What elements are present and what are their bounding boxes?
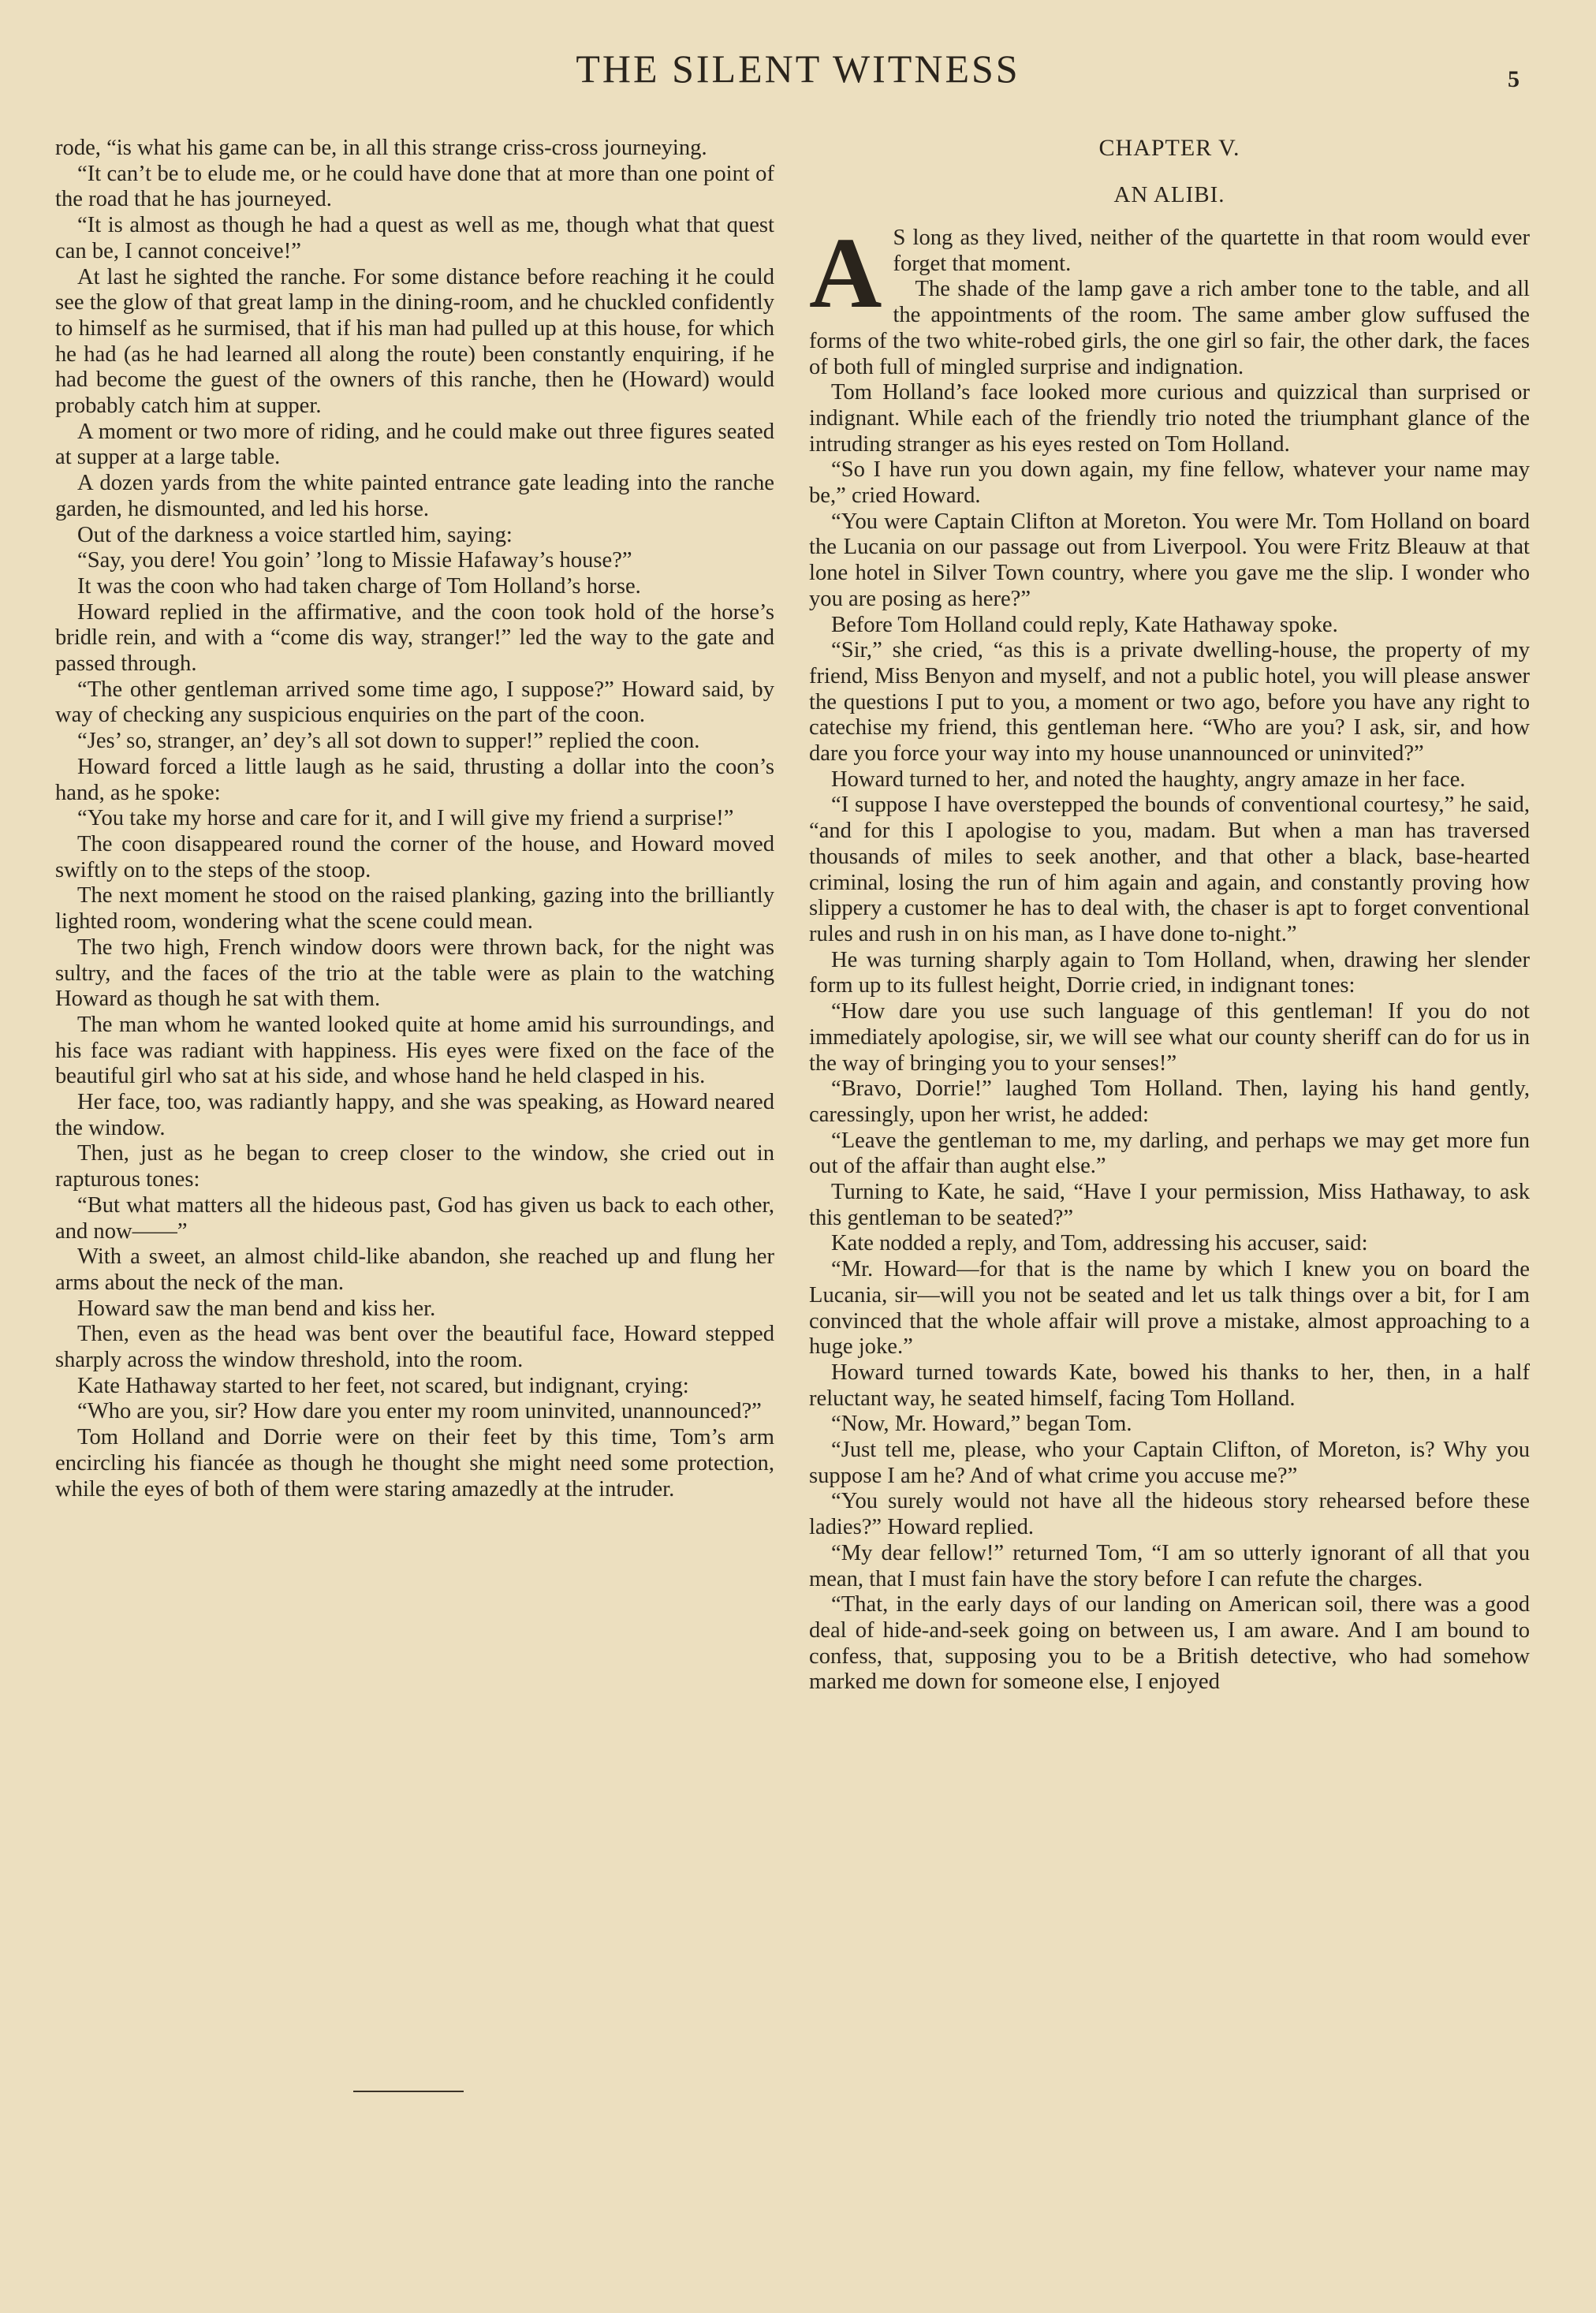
- opening-text: S long as they lived, neither of the quartette in that room would ever forget that moment.: [893, 226, 1530, 276]
- paragraph: Before Tom Holland could reply, Kate Hathaway spoke.: [831, 612, 1338, 637]
- right-paragraphs: [809, 277, 1530, 1696]
- paragraph: “I suppose I have overstepped the bounds of conventional courtesy,” he said, “and for this I apologise to you, madam. But when a man has traversed thousands of miles to seek another, and that other a black, base-hearted criminal, losing the run of him again and again, and constantly proving how slippery a customer he has to deal with, the chaser is apt to forget conventional rules and rush in on his man, as I have done to-night.”: [809, 793, 1530, 946]
- paragraph: Tom Holland and Dorrie were on their feet by this time, Tom’s arm encircling his fiancée as though he thought she might need some protection, while the eyes of both of them were staring amazedly at the intruder.: [55, 1425, 774, 1502]
- paragraph: “You take my horse and care for it, and I will give my friend a surprise!”: [77, 806, 734, 831]
- paragraph: Out of the darkness a voice startled him, saying:: [77, 522, 513, 547]
- paragraph: A dozen yards from the white painted entrance gate leading into the ranche garden, he dismounted, and led his horse.: [55, 471, 774, 521]
- drop-cap: A: [809, 217, 882, 329]
- paragraph: “Bravo, Dorrie!” laughed Tom Holland. Then, laying his hand gently, caressingly, upon her wrist, he added:: [809, 1076, 1530, 1127]
- paragraph: Turning to Kate, he said, “Have I your permission, Miss Hathaway, to ask this gentleman to be seated?”: [809, 1180, 1530, 1230]
- paragraph: The man whom he wanted looked quite at home amid his surroundings, and his face was radiant with happiness. His eyes were fixed on the face of the beautiful girl who sat at his side, and whose hand he held clasped in his.: [55, 1012, 774, 1089]
- paragraph: “Who are you, sir? How dare you enter my room uninvited, unannounced?”: [77, 1399, 762, 1424]
- paragraph: He was turning sharply again to Tom Holland, when, drawing her slender form up to its fullest height, Dorrie cried, in indignant tones:: [809, 947, 1530, 998]
- paragraph: Howard saw the man bend and kiss her.: [77, 1296, 436, 1321]
- paragraph: “Sir,” she cried, “as this is a private dwelling-house, the property of my friend, Miss Benyon and myself, and not a public hotel, you will please answer the questions I put to you, a moment or two ago, before you have any right to catechise my friend, this gentleman here. “Who are you? I ask, sir, and how dare you force your way into my house unannounced or uninvited?”: [809, 638, 1530, 767]
- chapter-heading: CHAPTER V.: [1098, 135, 1240, 161]
- paragraph: Kate Hathaway started to her feet, not scared, but indignant, crying:: [77, 1373, 689, 1398]
- paragraph: “Leave the gentleman to me, my darling, and perhaps we may get more fun out of the affair than aught else.”: [809, 1128, 1530, 1179]
- paragraph: Tom Holland’s face looked more curious and quizzical than surprised or indignant. While each of the friendly trio noted the triumphant glance of the intruding stranger as his eyes rested on Tom Holland.: [809, 380, 1530, 457]
- paragraph: “How dare you use such language of this gentleman! If you do not immediately apologise, sir, we will see what our county sheriff can do for us in the way of bringing you to your senses!”: [809, 999, 1530, 1076]
- paragraph: The two high, French window doors were thrown back, for the night was sultry, and the faces of the trio at the table were as plain to the watching Howard as though he sat with them.: [55, 935, 774, 1012]
- paragraph: Howard forced a little laugh as he said, thrusting a dollar into the coon’s hand, as he spoke:: [55, 754, 774, 805]
- paragraph: “Jes’ so, stranger, an’ dey’s all sot down to supper!” replied the coon.: [77, 729, 700, 754]
- paragraph: “My dear fellow!” returned Tom, “I am so utterly ignorant of all that you mean, that I must fain have the story before I can refute the charges.: [809, 1540, 1530, 1591]
- paragraph: rode, “is what his game can be, in all this strange criss-cross journeying.: [55, 136, 707, 160]
- right-column: [809, 134, 1530, 1696]
- paragraph: At last he sighted the ranche. For some distance before reaching it he could see the glow of that great lamp in the dining-room, and he chuckled confidently to himself as he surmised, that if his man had pulled up at this house, for which he had (as he had learned all along the route) been constantly enquiring, if he had become the guest of the owners of this ranche, then he (Howard) would probably catch him at supper.: [55, 264, 774, 419]
- paragraph: “It is almost as though he had a quest as well as me, though what that quest can be, I cannot conceive!”: [55, 213, 774, 263]
- paragraph: “Mr. Howard—for that is the name by which I knew you on board the Lucania, sir—will you not be seated and let us talk things over a bit, for I am convinced that the whole affair will prove a mistake, almost approaching to a huge joke.”: [809, 1257, 1530, 1360]
- paragraph: Then, even as the head was bent over the beautiful face, Howard stepped sharply across the window threshold, into the room.: [55, 1322, 774, 1373]
- paragraph: “The other gentleman arrived some time ago, I suppose?” Howard said, by way of checking any suspicious enquiries on the part of the coon.: [55, 677, 774, 728]
- paragraph: Her face, too, was radiantly happy, and she was speaking, as Howard neared the window.: [55, 1090, 774, 1140]
- page-number: 5: [1508, 66, 1520, 92]
- section-divider: [353, 2091, 464, 2092]
- paragraph: “It can’t be to elude me, or he could have done that at more than one point of the road that he has journeyed.: [55, 161, 774, 212]
- paragraph: The next moment he stood on the raised planking, gazing into the brilliantly lighted room, wondering what the scene could mean.: [55, 883, 774, 935]
- paragraph: Howard replied in the affirmative, and the coon took hold of the horse’s bridle rein, and with a “come dis way, stranger!” led the way to the gate and passed through.: [55, 599, 774, 677]
- left-column: [55, 136, 774, 1502]
- paragraph: “Just tell me, please, who your Captain Clifton, of Moreton, is? Why you suppose I am he? And of what crime you accuse me?”: [809, 1438, 1530, 1488]
- paragraph: Howard turned towards Kate, bowed his thanks to her, then, in a half reluctant way, he seated himself, facing Tom Holland.: [809, 1360, 1530, 1411]
- paragraph: The shade of the lamp gave a rich amber tone to the table, and all the appointments of the room. The same amber glow suffused the forms of the two white-robed girls, the one girl so fair, the other dark, the faces of both full of mingled surprise and indignation.: [809, 277, 1530, 379]
- paragraph: Then, just as he began to creep closer to the window, she cried out in rapturous tones:: [55, 1141, 774, 1192]
- paragraph: “You were Captain Clifton at Moreton. You were Mr. Tom Holland on board the Lucania on our passage out from Liverpool. You were Fritz Bleauw at that lone hotel in Silver Town country, where you gave me the slip. I wonder who you are posing as here?”: [809, 509, 1530, 611]
- paragraph: “Say, you dere! You goin’ ’long to Missie Hafaway’s house?”: [77, 548, 632, 573]
- paragraph: With a sweet, an almost child-like abandon, she reached up and flung her arms about the neck of the man.: [55, 1244, 774, 1295]
- paragraph: A moment or two more of riding, and he could make out three figures seated at supper at a large table.: [55, 419, 774, 470]
- running-title: THE SILENT WITNESS: [576, 47, 1020, 91]
- paragraph: “Now, Mr. Howard,” began Tom.: [831, 1412, 1132, 1437]
- paragraph: Kate nodded a reply, and Tom, addressing his accuser, said:: [831, 1231, 1368, 1256]
- paragraph: “You surely would not have all the hideous story rehearsed before these ladies?” Howard replied.: [809, 1489, 1530, 1540]
- paragraph: “So I have run you down again, my fine fellow, whatever your name may be,” cried Howard.: [809, 457, 1530, 509]
- paragraph: “But what matters all the hideous past, God has given us back to each other, and now——”: [55, 1192, 774, 1244]
- chapter-title: AN ALIBI.: [1113, 182, 1225, 207]
- paragraph: It was the coon who had taken charge of Tom Holland’s horse.: [77, 573, 641, 599]
- paragraph: The coon disappeared round the corner of the house, and Howard moved swiftly on to the steps of the stoop.: [55, 831, 774, 882]
- paragraph: “That, in the early days of our landing on American soil, there was a good deal of hide-and-seek going on between us, I am aware. And I am bound to confess, that, supposing you to be a British detective, who had somehow marked me down for someone else, I enjoyed: [809, 1592, 1530, 1695]
- paragraph: Howard turned to her, and noted the haughty, angry amaze in her face.: [831, 767, 1466, 792]
